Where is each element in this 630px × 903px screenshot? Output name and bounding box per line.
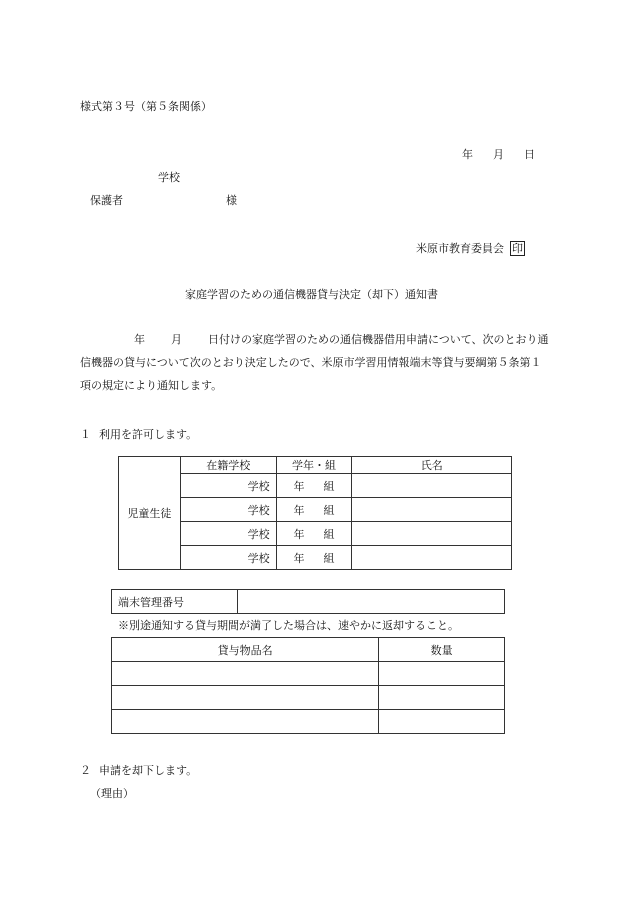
student-table bbox=[118, 456, 512, 570]
section-1-number: １ bbox=[80, 428, 91, 441]
grade-class-cell[interactable] bbox=[276, 474, 352, 498]
grade-class-cell[interactable] bbox=[276, 498, 352, 522]
grade-suffix: 年 bbox=[293, 503, 305, 517]
table-row bbox=[112, 710, 505, 734]
date-line bbox=[462, 149, 535, 160]
school-cell[interactable] bbox=[180, 474, 276, 498]
class-suffix: 組 bbox=[323, 527, 335, 541]
grade-class-cell[interactable] bbox=[276, 546, 352, 570]
grade-suffix: 年 bbox=[293, 479, 305, 493]
grade-class-cell[interactable] bbox=[276, 522, 352, 546]
school-label: 学校 bbox=[158, 171, 180, 184]
guardian-honorific: 様 bbox=[226, 194, 237, 207]
school-suffix: 学校 bbox=[247, 551, 270, 565]
quantity-cell[interactable] bbox=[379, 710, 505, 734]
guardian-label: 保護者 bbox=[90, 194, 123, 207]
body-text: 日付けの家庭学習のための通信機器借用申請について、次のとおり通信機器の貸与について次のとおり決定したので、米原市学習用情報端末等貸与要綱第５条第１項の規定により通知します。 bbox=[80, 333, 549, 392]
item-name-cell[interactable] bbox=[112, 662, 379, 686]
terminal-number-field[interactable] bbox=[237, 590, 504, 614]
form-number: 様式第３号（第５条関係） bbox=[80, 100, 212, 113]
name-cell[interactable] bbox=[352, 474, 512, 498]
header-grade-class: 学年・組 bbox=[276, 457, 352, 474]
student-row-header: 児童生徒 bbox=[119, 457, 181, 570]
name-cell[interactable] bbox=[352, 522, 512, 546]
item-name-cell[interactable] bbox=[112, 686, 379, 710]
seal-mark: 印 bbox=[512, 242, 523, 255]
section-1-heading bbox=[80, 429, 197, 440]
school-suffix: 学校 bbox=[247, 527, 270, 541]
items-table bbox=[111, 637, 505, 734]
table-row bbox=[112, 686, 505, 710]
section-2-number: ２ bbox=[80, 764, 91, 777]
terminal-number-table bbox=[111, 589, 505, 614]
quantity-cell[interactable] bbox=[379, 662, 505, 686]
school-cell[interactable] bbox=[180, 498, 276, 522]
header-quantity: 数量 bbox=[379, 638, 505, 662]
class-suffix: 組 bbox=[323, 551, 335, 565]
return-note: ※別途通知する貸与期間が満了した場合は、速やかに返却すること。 bbox=[118, 619, 459, 632]
terminal-number-label: 端末管理番号 bbox=[112, 590, 238, 614]
school-cell[interactable] bbox=[180, 546, 276, 570]
name-cell[interactable] bbox=[352, 498, 512, 522]
grade-suffix: 年 bbox=[293, 527, 305, 541]
class-suffix: 組 bbox=[323, 479, 335, 493]
section-2-text: 申請を却下します。 bbox=[99, 764, 198, 777]
table-row bbox=[112, 662, 505, 686]
body-paragraph bbox=[80, 328, 550, 397]
header-item-name: 貸与物品名 bbox=[112, 638, 379, 662]
items-table-header bbox=[112, 638, 505, 662]
section-1-text: 利用を許可します。 bbox=[99, 428, 198, 441]
date-year-label: 年 bbox=[462, 148, 473, 161]
header-name: 氏名 bbox=[352, 457, 512, 474]
table-row bbox=[112, 590, 505, 614]
quantity-cell[interactable] bbox=[379, 686, 505, 710]
body-year-label: 年 bbox=[134, 333, 145, 346]
school-suffix: 学校 bbox=[247, 479, 270, 493]
issuer-name: 米原市教育委員会 bbox=[416, 242, 504, 255]
date-day-label: 日 bbox=[524, 148, 535, 161]
section-2-heading bbox=[80, 765, 197, 776]
class-suffix: 組 bbox=[323, 503, 335, 517]
name-cell[interactable] bbox=[352, 546, 512, 570]
school-suffix: 学校 bbox=[247, 503, 270, 517]
student-table-header bbox=[119, 457, 512, 474]
issuer bbox=[416, 241, 525, 256]
header-school: 在籍学校 bbox=[180, 457, 276, 474]
date-month-label: 月 bbox=[493, 148, 504, 161]
reason-label: （理由） bbox=[90, 787, 134, 800]
body-month-label: 月 bbox=[171, 333, 182, 346]
document-title: 家庭学習のための通信機器貸与決定（却下）通知書 bbox=[185, 288, 438, 301]
grade-suffix: 年 bbox=[293, 551, 305, 565]
item-name-cell[interactable] bbox=[112, 710, 379, 734]
school-cell[interactable] bbox=[180, 522, 276, 546]
